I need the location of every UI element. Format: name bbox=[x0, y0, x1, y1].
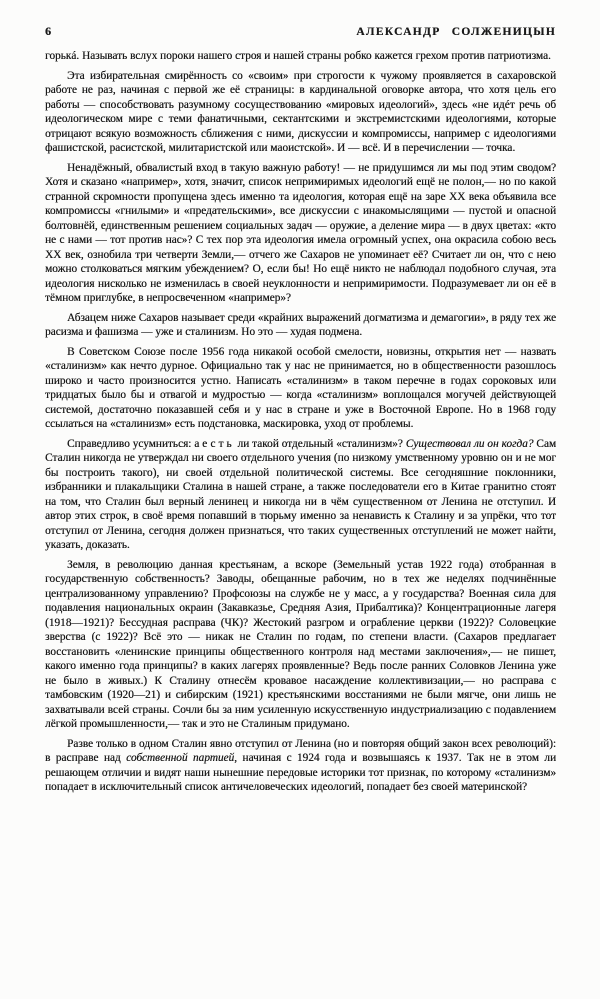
text-segment: Земля, в революцию данная крестьянам, а вскоре (Земельный устав 1922 года) отобранная в государственную собственность? Заводы, обещанные рабочим, но в тех же неделях подчинённые централизованному управлению? Профсоюзы на службе не у масс, а у государства? Военная сила для подавления национальных окраин (Закавказье, Средняя Азия, Прибалтика)? Концентрационные лагеря (1918—1921)? Бессудная расправа (ЧК)? Жестокий разгром и ограбление церкви (1922)? Соловецкие зверства (с 1922)? Всё это — никак не Сталин по годам, по степени власти. (Сахаров предлагает восстановить «ленинские принципы общественного контроля над местами заключения»,— не пишет, какого именно года принципы? в каких лагерях проявленные? Ведь после ранних Соловков Ленина уже не было в живых.) К Сталину отнесём кровавое насаждение коллективизации,— но расправа с тамбовским (1920—21) и сибирским (1921) крестьянскими восстаниями не были мягче, они лишь не захватывали всей страны. Сочли бы за ним усиленную искусственную индустриализацию с подавлением лёгкой промышленности,— так и это не Сталиным придумано. bbox=[45, 558, 556, 730]
running-head-author: АЛЕКСАНДР СОЛЖЕНИЦЫН bbox=[356, 26, 556, 38]
text-segment: Справедливо усумниться: а bbox=[67, 437, 203, 450]
text-segment: Абзацем ниже Сахаров называет среди «крайних выражений догматизма и демагогии», в ряду тех же расизма и фашизма — уже и сталинизм. Но это — худая подмена. bbox=[45, 311, 556, 338]
text-segment: Сам Сталин никогда не утверждал ни своего отдельного учения (по низкому умственному уровню он и не мог бы построить такого), ни своей отдельной политической системы. Все сегодняшние поклонники, избранники и плакальщики Сталина в нашей стране, а также последователи его в Китае гранитно стоят на том, что Сталин был верный ленинец и никогда ни в чём существенном от Ленина не отступил. И автор этих строк, в своё время попавший в тюрьму именно за ненависть к Сталину и за упрёки, что тот отступил от Ленина, сегодня должен признаться, что таких существенных отступлений не может найти, указать, доказать. bbox=[45, 437, 556, 551]
text-segment: Разве только в одном Сталин явно отступил от Ленина (но и повторяя общий закон всех революций): в расправе над bbox=[45, 737, 556, 764]
text-segment: , начиная с 1924 года и возвышаясь к 1937. Так не в этом ли решающем отличии и видят наши нынешние передовые историки тот признак, по которому «сталинизм» попадает в исключительный список античеловеческих идеологий, попадает без своей материнской? bbox=[45, 752, 556, 793]
paragraph bbox=[45, 49, 556, 64]
text-segment-spaced: есть bbox=[202, 437, 235, 450]
paragraph bbox=[45, 558, 556, 732]
paragraph bbox=[45, 161, 556, 306]
paragraph bbox=[45, 69, 556, 156]
text-segment: Эта избирательная смирённость со «своим» при строгости к чужому проявляется в сахаровской работе не раз, начиная с первой же её страницы: в кардинальной оговорке автора, что хотя цель его работы — способствовать разумному сосуществованию «мировых идеологий», здесь «не идéт речь об идеологическом мире с теми фанатичными, сектантскими и экстремистскими идеологиями, которые отрицают всякую возможность сближения с ними, дискуссии и компромиссы, например с идеологиями фашистской, расистской, милитаристской или маоистской». И — всё. И в перечислении — точка. bbox=[45, 69, 556, 154]
running-header bbox=[45, 24, 556, 39]
text-segment-italic: Существовал ли он когда? bbox=[405, 437, 534, 450]
text-body bbox=[45, 49, 556, 795]
text-segment: ли такой отдельный «сталинизм»? bbox=[234, 437, 406, 450]
text-segment-italic: собственной партией bbox=[126, 752, 235, 764]
text-segment: Ненадёжный, обвалистый вход в такую важную работу! — не придушимся ли мы под этим сводом? Хотя и сказано «например», хотя, значит, список непримиримых идеологий ещё не полон,— но по какой странной скромности пропущена здесь именно та идеология, которая ещё на заре XX века объявила все компромиссы «гнилыми» и «предательскими», все дискуссии с инакомыслящими — пустой и опасной болтовнёй, единственным решением социальных задач — оружие, а деление мира — в двух цветах: «кто не с нами — тот против нас»? С тех пор эта идеология имела огромный успех, она окрасила собою весь XX век, ознобила три четверти Земли,— отчего же Сахаров не упоминает её? Считает ли он, что с нею можно столковаться мягким убеждением? О, если бы! Но ещё никто не наблюдал подобного случая, эта идеология нисколько не изменилась в своей неуклонности и непримиримости. Подразумевает ли он её в тёмном приглубке, в непросвеченном «например»? bbox=[45, 161, 556, 304]
page-number: 6 bbox=[45, 24, 51, 38]
text-segment: горькá. Называть вслух пороки нашего строя и нашей страны робко кажется грехом против патриотизма. bbox=[45, 50, 551, 62]
paragraph bbox=[45, 345, 556, 432]
paragraph bbox=[45, 437, 556, 553]
paragraph bbox=[45, 311, 556, 340]
text-segment: В Советском Союзе после 1956 года никакой особой смелости, новизны, открытия нет — назвать «сталинизм» как нечто дурное. Официально так у нас не принимается, но в общественности разошлось широко и часто произносится устно. Написать «сталинизм» в таком перечне в годах сороковых или тридцатых было бы и отвагой и мудростью — когда «сталинизм» воплощался могучей действующей системой, достаточно показавшей себя и у нас в стране и уже в Восточной Европе. Но в 1968 году ссылаться на «сталинизм» есть подстановка, маскировка, уход от проблемы. bbox=[45, 345, 556, 430]
paragraph bbox=[45, 737, 556, 795]
